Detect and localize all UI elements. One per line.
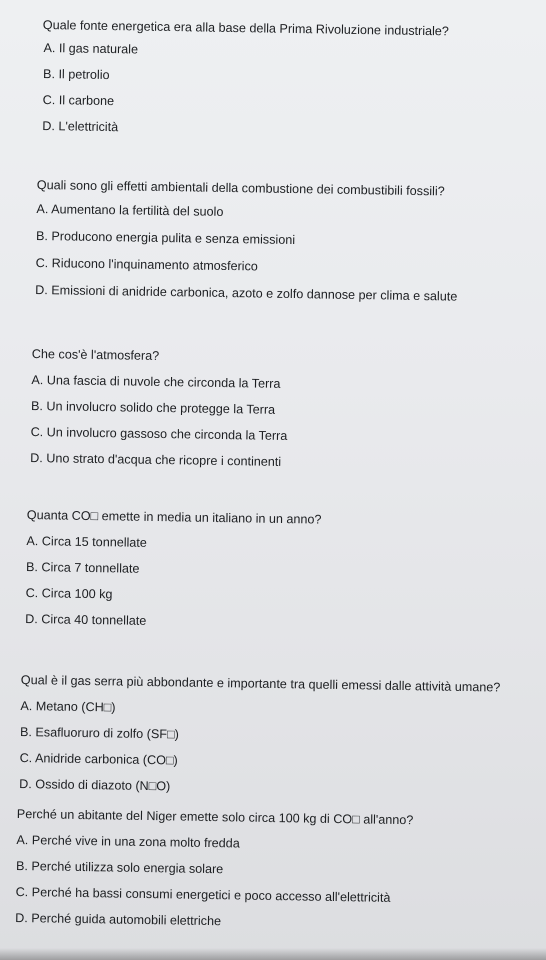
question-block: [30, 346, 289, 470]
question-text: Che cos'è l'atmosfera?: [31, 346, 160, 363]
answer-option: D. Perché guida automobili elettriche: [15, 910, 222, 929]
question-block: [35, 177, 459, 305]
answer-option: B. Perché utilizza solo energia solare: [15, 858, 224, 877]
question-text: Quanta CO□ emette in media un italiano in un anno?: [26, 507, 322, 527]
answer-option: A. Il gas naturale: [43, 41, 139, 57]
answer-option: D. Emissioni di anidride carbonica, azoto e zolfo dannose per clima e salute: [35, 282, 458, 304]
answer-option: B. Circa 7 tonnellate: [25, 559, 140, 576]
question-text: Quale fonte energetica era alla base della Prima Rivoluzione industriale?: [42, 17, 449, 39]
answer-option: B. Esafluoruro di zolfo (SF□): [19, 724, 179, 742]
answer-option: C. Perché ha bassi consumi energetici e poco accesso all'elettricità: [15, 884, 391, 905]
answer-option: A. Una fascia di nuvole che circonda la Terra: [31, 372, 281, 391]
answer-option: A. Metano (CH□): [20, 698, 116, 715]
answer-option: A. Perché vive in una zona molto fredda: [16, 832, 240, 851]
answer-option: A. Circa 15 tonnellate: [26, 533, 147, 550]
answer-option: C. Circa 100 kg: [25, 585, 113, 602]
answer-option: D. Ossido di diazoto (N□O): [19, 776, 171, 794]
answer-option: A. Aumentano la fertilità del suolo: [36, 201, 224, 219]
answer-option: B. Un involucro solido che protegge la Terra: [30, 398, 276, 417]
page-edge-shadow: [0, 948, 546, 960]
question-block: [19, 672, 500, 800]
answer-option: C. Anidride carbonica (CO□): [19, 750, 178, 768]
question-text: Qual è il gas serra più abbondante e importante tra quelli emessi dalle attività umane?: [20, 672, 501, 695]
answer-option: C. Un involucro gassoso che circonda la Terra: [30, 424, 288, 444]
answer-option: C. Riducono l'inquinamento atmosferico: [35, 255, 258, 274]
question-block: [41, 17, 449, 140]
question-text: Perché un abitante del Niger emette solo circa 100 kg di CO□ all'anno?: [16, 806, 414, 828]
answer-option: D. L'elettricità: [42, 119, 119, 135]
answer-option: B. Il petrolio: [42, 67, 110, 83]
question-block: [15, 806, 413, 932]
answer-option: D. Circa 40 tonnellate: [25, 611, 147, 628]
answer-option: D. Uno strato d'acqua che ricopre i continenti: [30, 450, 282, 469]
answer-option: C. Il carbone: [42, 93, 115, 109]
question-text: Quali sono gli effetti ambientali della combustione dei combustibili fossili?: [36, 177, 445, 199]
question-block: [25, 507, 322, 632]
answer-option: B. Producono energia pulita e senza emissioni: [35, 228, 296, 248]
